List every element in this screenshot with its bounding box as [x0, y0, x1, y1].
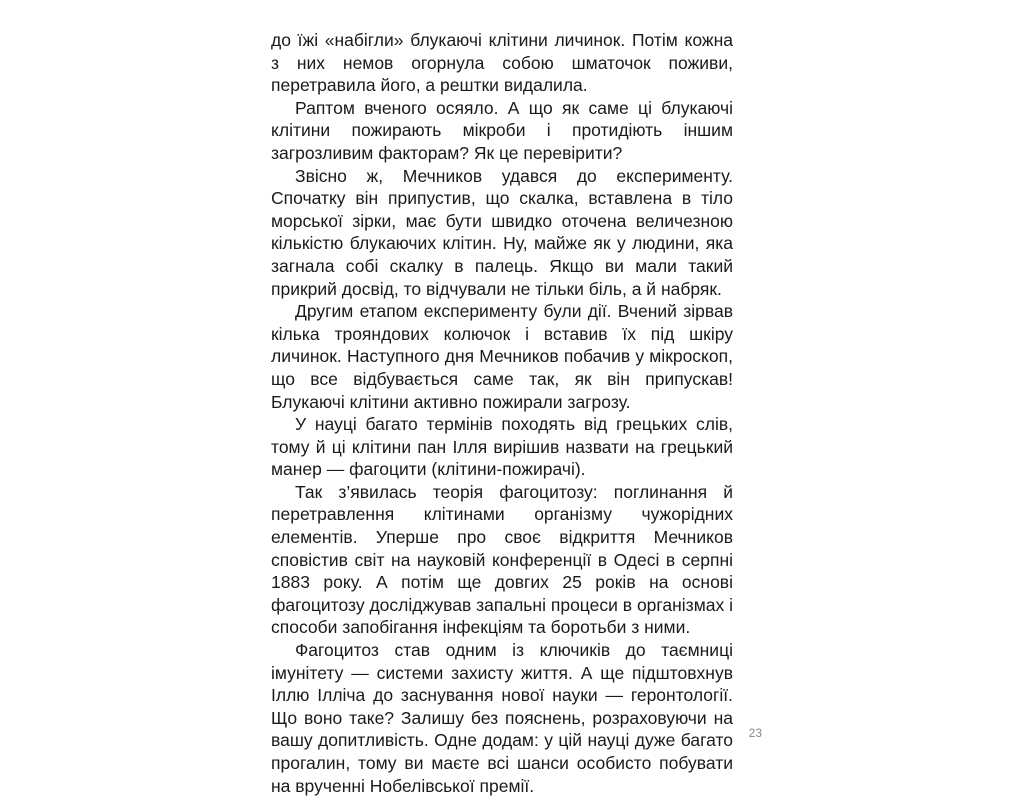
body-text: [271, 29, 733, 797]
paragraph-3: Звісно ж, Мечников удався до експерименту. Спочатку він припустив, що скалка, вставлена в тіло морської зірки, має бути швидко оточена величезною кількістю блукаючих клітин. Ну, майже як у людини, яка загнала собі скалку в палець. Якщо ви мали такий прикрий досвід, то відчували не тільки біль, а й набряк.: [271, 165, 733, 299]
paragraph-1: до їжі «набігли» блукаючі клітини личинок. Потім кожна з них немов огорнула собою шматочок поживи, перетравила його, а рештки видалила.: [271, 30, 733, 96]
paragraph-2: Раптом вченого осяяло. А що як саме ці блукаючі клітини пожирають мікроби і протидіють іншим загрозливим факторам? Як це перевірити?: [271, 97, 733, 163]
page-number: 23: [748, 726, 762, 740]
paragraph-7: Фагоцитоз став одним із ключиків до таємниці імунітету — системи захисту життя. А ще підштовхнув Іллю Ілліча до заснування нової науки — геронтології. Що воно таке? Залишу без пояснень, розраховуючи на вашу допитливість. Одне додам: у цій науці дуже багато прогалин, тому ви маєте всі шанси особисто побувати на врученні Нобелівської премії.: [271, 640, 733, 796]
paragraph-5: У науці багато термінів походять від грецьких слів, тому й ці клітини пан Ілля вирішив назвати на грецький манер — фагоцити (клітини-пожирачі).: [271, 414, 733, 480]
paragraph-4: Другим етапом експерименту були дії. Вчений зірвав кілька трояндових колючок і вставив їх під шкіру личинок. Наступного дня Мечников побачив у мікроскоп, що все відбувається саме так, як він припускав! Блукаючі клітини активно пожирали загрозу.: [271, 301, 733, 412]
paragraph-6: Так з’явилась теорія фагоцитозу: поглинання й перетравлення клітинами організму чужорідних елементів. Уперше про своє відкриття Мечников сповістив світ на науковій конференції в Одесі в серпні 1883 року. А потім ще довгих 25 років на основі фагоцитозу досліджував запальні процеси в організмах і способи запобігання інфекціям та боротьби з ними.: [271, 481, 733, 638]
